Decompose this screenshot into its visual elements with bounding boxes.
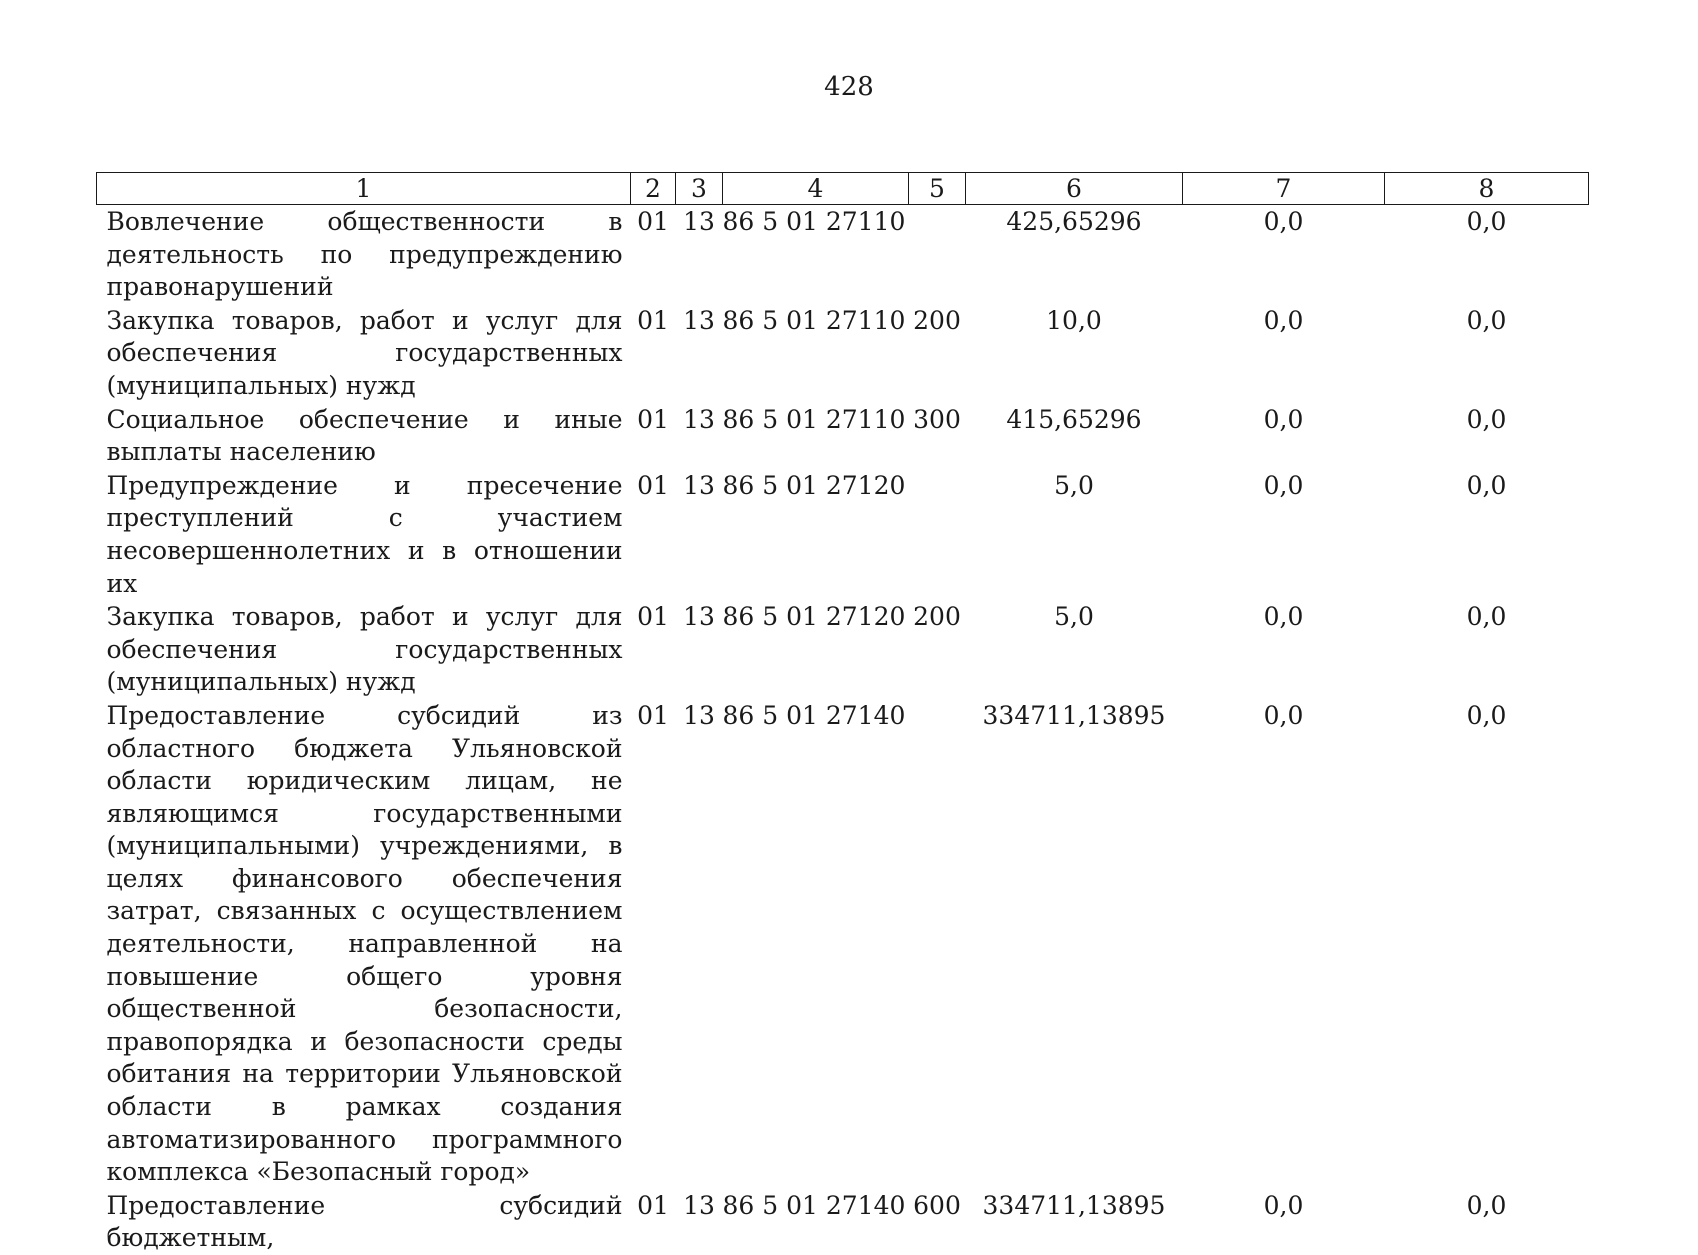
row-name: Закупка товаров, работ и услуг для обеспечения государственных (муниципальных) нужд bbox=[97, 600, 631, 699]
row-section: 01 bbox=[631, 600, 676, 699]
row-sum-col7: 0,0 bbox=[1183, 699, 1385, 1189]
row-name: Предоставление субсидий из областного бюджета Ульяновской области юридическим лицам, не являющимся государственными (муниципальными) учреждениями, в целях финансового обеспечения затрат, связанных с осуществлением деятельности, направленной на повышение общего уровня общественной безопасности, правопорядка и безопасности среды обитания на территории Ульяновской области в рамках создания автоматизированного программного комплекса «Безопасный город» bbox=[97, 699, 631, 1189]
row-sum-col6: 425,65296 bbox=[966, 205, 1183, 304]
row-sum-col6: 415,65296 bbox=[966, 403, 1183, 469]
header-cell-7: 7 bbox=[1183, 173, 1385, 205]
header-cell-1: 1 bbox=[97, 173, 631, 205]
row-sum-col6: 334711,13895 bbox=[966, 1189, 1183, 1255]
header-cell-3: 3 bbox=[676, 173, 723, 205]
row-sum-col8: 0,0 bbox=[1385, 699, 1589, 1189]
row-sum-col7: 0,0 bbox=[1183, 304, 1385, 403]
row-expense-type: 200 bbox=[909, 304, 966, 403]
row-name: Предупреждение и пресечение преступлений с участием несовершеннолетних и в отношении их bbox=[97, 469, 631, 600]
row-subsection: 13 bbox=[676, 600, 723, 699]
row-name: Социальное обеспечение и иные выплаты населению bbox=[97, 403, 631, 469]
row-name: Предоставление субсидий бюджетным, bbox=[97, 1189, 631, 1255]
row-sum-col7: 0,0 bbox=[1183, 205, 1385, 304]
row-section: 01 bbox=[631, 403, 676, 469]
row-section: 01 bbox=[631, 205, 676, 304]
row-subsection: 13 bbox=[676, 304, 723, 403]
row-subsection: 13 bbox=[676, 205, 723, 304]
row-sum-col8: 0,0 bbox=[1385, 1189, 1589, 1255]
row-sum-col6: 10,0 bbox=[966, 304, 1183, 403]
row-sum-col7: 0,0 bbox=[1183, 600, 1385, 699]
row-name: Вовлечение общественности в деятельность по предупреждению правонарушений bbox=[97, 205, 631, 304]
row-section: 01 bbox=[631, 304, 676, 403]
row-expense-type bbox=[909, 699, 966, 1189]
table-row bbox=[97, 205, 1589, 304]
table-row bbox=[97, 304, 1589, 403]
row-sum-col7: 0,0 bbox=[1183, 469, 1385, 600]
row-subsection: 13 bbox=[676, 1189, 723, 1255]
row-sum-col6: 5,0 bbox=[966, 469, 1183, 600]
row-sum-col8: 0,0 bbox=[1385, 304, 1589, 403]
row-sum-col7: 0,0 bbox=[1183, 1189, 1385, 1255]
header-cell-6: 6 bbox=[966, 173, 1183, 205]
row-target-article: 86 5 01 27110 bbox=[723, 403, 909, 469]
row-target-article: 86 5 01 27120 bbox=[723, 600, 909, 699]
header-cell-2: 2 bbox=[631, 173, 676, 205]
row-target-article: 86 5 01 27110 bbox=[723, 205, 909, 304]
budget-table bbox=[96, 172, 1589, 1255]
table-header bbox=[97, 173, 1589, 205]
row-section: 01 bbox=[631, 469, 676, 600]
row-sum-col6: 5,0 bbox=[966, 600, 1183, 699]
row-expense-type: 600 bbox=[909, 1189, 966, 1255]
row-sum-col7: 0,0 bbox=[1183, 403, 1385, 469]
row-target-article: 86 5 01 27140 bbox=[723, 1189, 909, 1255]
row-target-article: 86 5 01 27140 bbox=[723, 699, 909, 1189]
table-row bbox=[97, 699, 1589, 1189]
row-section: 01 bbox=[631, 1189, 676, 1255]
table-row bbox=[97, 1189, 1589, 1255]
table-row bbox=[97, 469, 1589, 600]
table-row bbox=[97, 403, 1589, 469]
table-body bbox=[97, 205, 1589, 1255]
row-expense-type bbox=[909, 205, 966, 304]
row-sum-col8: 0,0 bbox=[1385, 403, 1589, 469]
row-subsection: 13 bbox=[676, 699, 723, 1189]
row-subsection: 13 bbox=[676, 403, 723, 469]
row-expense-type: 300 bbox=[909, 403, 966, 469]
row-sum-col8: 0,0 bbox=[1385, 600, 1589, 699]
page-number: 428 bbox=[0, 72, 1698, 102]
header-cell-5: 5 bbox=[909, 173, 966, 205]
table-row bbox=[97, 600, 1589, 699]
row-target-article: 86 5 01 27110 bbox=[723, 304, 909, 403]
row-subsection: 13 bbox=[676, 469, 723, 600]
header-row bbox=[97, 173, 1589, 205]
row-name: Закупка товаров, работ и услуг для обеспечения государственных (муниципальных) нужд bbox=[97, 304, 631, 403]
header-cell-4: 4 bbox=[723, 173, 909, 205]
row-sum-col8: 0,0 bbox=[1385, 469, 1589, 600]
row-sum-col8: 0,0 bbox=[1385, 205, 1589, 304]
row-expense-type bbox=[909, 469, 966, 600]
row-target-article: 86 5 01 27120 bbox=[723, 469, 909, 600]
row-sum-col6: 334711,13895 bbox=[966, 699, 1183, 1189]
row-section: 01 bbox=[631, 699, 676, 1189]
header-cell-8: 8 bbox=[1385, 173, 1589, 205]
row-expense-type: 200 bbox=[909, 600, 966, 699]
